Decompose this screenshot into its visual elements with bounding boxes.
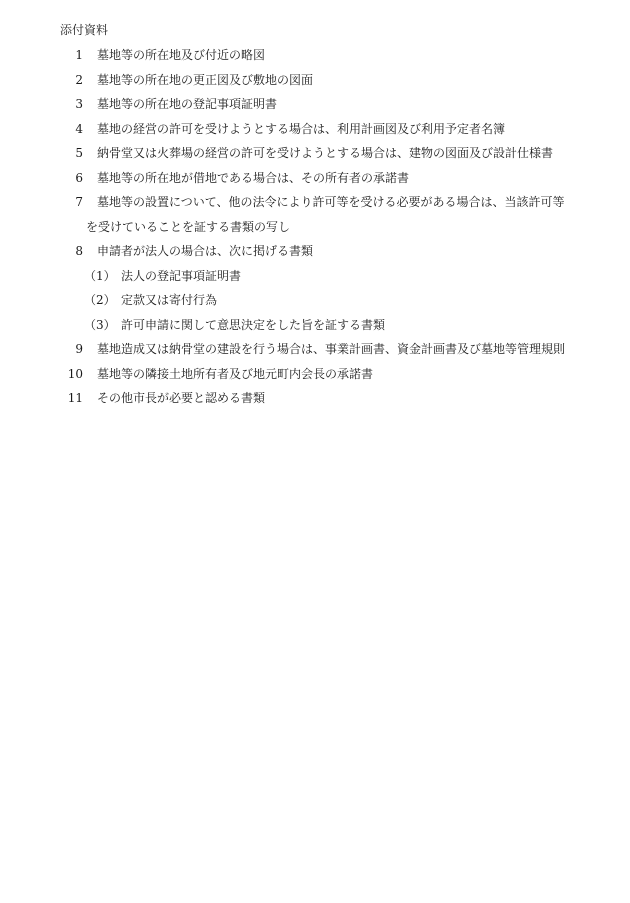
item-text: 納骨堂又は火葬場の経営の許可を受けようとする場合は、建物の図面及び設計仕様書 — [97, 146, 554, 160]
document-title: 添付資料 — [60, 23, 109, 37]
item-number: 1 — [75, 48, 83, 62]
item-number: 4 — [75, 121, 83, 136]
list-item-11 — [0, 387, 630, 412]
list-item-9 — [0, 338, 630, 363]
item-number: 11 — [67, 391, 83, 405]
item-number: 2 — [75, 72, 83, 87]
list-item-10 — [0, 363, 630, 388]
list-item-2 — [0, 69, 630, 94]
item-number: 10 — [67, 366, 83, 381]
item-number: 3 — [75, 97, 83, 111]
item-text: 墓地等の所在地の更正図及び敷地の図面 — [97, 72, 314, 87]
sub-item-number: （1） — [84, 268, 116, 283]
item-text: 墓地等の所在地の登記事項証明書 — [97, 97, 278, 111]
list-item-6 — [0, 167, 630, 192]
item-text: 申請者が法人の場合は、次に掲げる書類 — [97, 244, 314, 258]
item-number: 8 — [75, 244, 83, 258]
sub-item-2 — [0, 289, 630, 314]
sub-item-number: （2） — [84, 293, 116, 307]
list-item-1 — [0, 44, 630, 69]
item-text-continuation: を受けていることを証する書類の写し — [86, 219, 291, 234]
item-text: 墓地の経営の許可を受けようとする場合は、利用計画図及び利用予定者名簿 — [97, 121, 506, 136]
sub-item-text: 法人の登記事項証明書 — [121, 268, 242, 283]
list-item-4 — [0, 118, 630, 143]
list-item-8 — [0, 240, 630, 265]
list-item-5 — [0, 142, 630, 167]
sub-item-1 — [0, 265, 630, 290]
item-number: 7 — [75, 195, 83, 209]
sub-item-3 — [0, 314, 630, 339]
list-item-3 — [0, 93, 630, 118]
item-text: 墓地等の隣接土地所有者及び地元町内会長の承諾書 — [97, 366, 374, 381]
item-text: 墓地造成又は納骨堂の建設を行う場合は、事業計画書、資金計画書及び墓地等管理規則 — [97, 342, 566, 356]
attachment-list — [0, 44, 630, 412]
list-item-7 — [0, 191, 630, 216]
item-text: 墓地等の設置について、他の法令により許可等を受ける必要がある場合は、当該許可等 — [97, 195, 565, 209]
item-text: 墓地等の所在地及び付近の略図 — [97, 48, 266, 62]
list-item-7-continuation — [0, 216, 630, 241]
item-number: 6 — [75, 170, 83, 185]
item-text: 墓地等の所在地が借地である場合は、その所有者の承諾書 — [97, 170, 410, 185]
item-number: 5 — [75, 146, 83, 160]
item-text: その他市長が必要と認める書類 — [97, 391, 266, 405]
sub-item-number: （3） — [84, 317, 116, 332]
sub-item-text: 定款又は寄付行為 — [121, 293, 218, 307]
item-number: 9 — [75, 342, 83, 356]
sub-item-text: 許可申請に関して意思決定をした旨を証する書類 — [121, 317, 386, 332]
